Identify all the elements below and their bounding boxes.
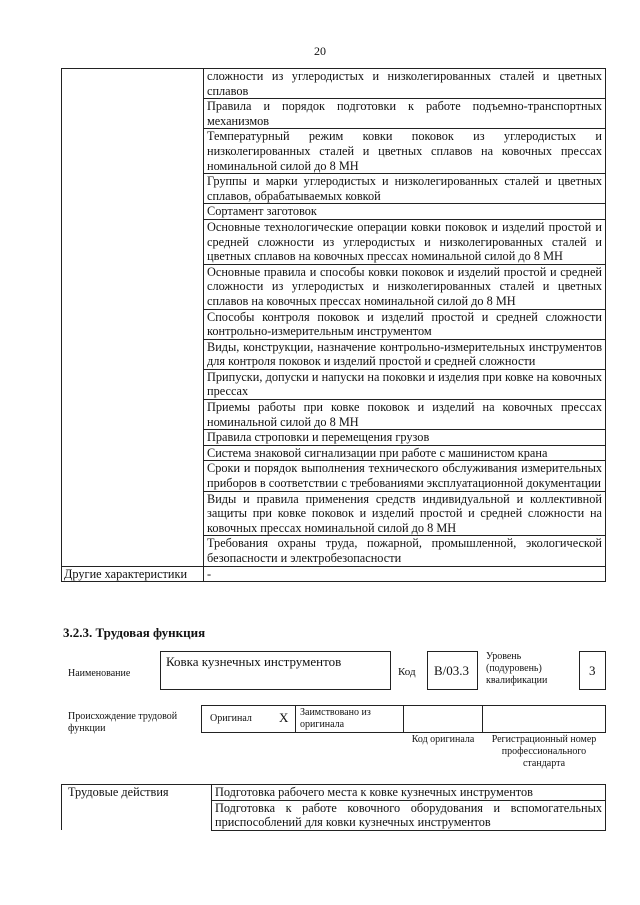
knowledge-item: Требования охраны труда, пожарной, промышленной, экологической безопасности и электробезопасности [204, 536, 606, 566]
reg-number-box [482, 705, 606, 733]
labor-action-item: Подготовка рабочего места к ковке кузнечных инструментов [212, 785, 606, 801]
table-row [62, 785, 606, 801]
knowledge-item: Виды и правила применения средств индивидуальной и коллективной защиты при ковке поковок и изделий простой и средней сложности на ковочных прессах номинальной силой до 8 МН [204, 491, 606, 536]
origin-code-box [403, 705, 483, 733]
labor-actions-table [61, 784, 606, 831]
other-characteristics-value: - [204, 566, 606, 582]
section-title: 3.2.3. Трудовая функция [63, 625, 206, 640]
level-box [579, 651, 606, 690]
reg-number-label: Регистрационный номер профессионального стандарта [491, 734, 597, 769]
knowledge-item: Припуски, допуски и напуски на поковки и изделия при ковке на ковочных прессах [204, 369, 606, 399]
name-box [160, 651, 391, 690]
code-value: В/03.3 [434, 663, 470, 678]
labor-action-item: Подготовка к работе ковочного оборудования и вспомогательных приспособлений для ковки кузнечных инструментов [212, 800, 606, 830]
code-box [427, 651, 478, 690]
knowledge-item: Виды, конструкции, назначение контрольно-измерительных инструментов для контроля поковок и изделий простой и средней сложности [204, 339, 606, 369]
labor-actions-label: Трудовые действия [62, 785, 212, 831]
borrowed-box [295, 705, 404, 733]
knowledge-item: сложности из углеродистых и низколегированных сталей и цветных сплавов [204, 69, 606, 99]
knowledge-item: Сортамент заготовок [204, 204, 606, 220]
knowledge-table [61, 68, 606, 582]
page-number: 20 [314, 44, 326, 58]
origin-label: Происхождение трудовой функции [68, 711, 178, 734]
table-row [62, 69, 606, 99]
other-characteristics-label: Другие характеристики [62, 566, 204, 582]
name-value: Ковка кузнечных инструментов [166, 654, 342, 669]
original-mark: X [279, 710, 289, 725]
table-row [62, 566, 606, 582]
knowledge-item: Приемы работы при ковке поковок и изделий на ковочных прессах номинальной силой до 8 МН [204, 400, 606, 430]
knowledge-item: Правила и порядок подготовки к работе подъемно-транспортных механизмов [204, 99, 606, 129]
knowledge-item: Группы и марки углеродистых и низколегированных сталей и цветных сплавов, обрабатываемых ковкой [204, 174, 606, 204]
knowledge-item: Основные правила и способы ковки поковок и изделий простой и средней сложности из углеродистых и низколегированных сталей и цветных сплавов на ковочных прессах номинальной силой до 8 МН [204, 264, 606, 309]
knowledge-item: Температурный режим ковки поковок из углеродистых и низколегированных сталей и цветных сплавов на ковочных прессах номинальной силой до 8 МН [204, 129, 606, 174]
knowledge-item: Способы контроля поковок и изделий простой и средней сложности контрольно-измерительным инструментом [204, 309, 606, 339]
knowledge-label-cell [62, 69, 204, 567]
knowledge-item: Сроки и порядок выполнения технического обслуживания измерительных приборов в соответствии с требованиями эксплуатационной документации [204, 461, 606, 491]
origin-code-label: Код оригинала [411, 734, 475, 745]
name-label: Наименование [68, 668, 131, 679]
level-label: Уровень (подуровень) квалификации [486, 651, 548, 686]
knowledge-item: Система знаковой сигнализации при работе с машинистом крана [204, 445, 606, 461]
knowledge-item: Правила строповки и перемещения грузов [204, 430, 606, 446]
original-label: Оригинал [210, 713, 252, 724]
borrowed-label: Заимствовано из оригинала [300, 707, 371, 730]
code-label: Код [398, 666, 416, 678]
knowledge-item: Основные технологические операции ковки поковок и изделий простой и средней сложности из углеродистых и низколегированных сталей и цветных сплавов на ковочных прессах номинальной силой до 8 МН [204, 219, 606, 264]
original-box [201, 705, 296, 733]
level-value: 3 [589, 663, 596, 678]
